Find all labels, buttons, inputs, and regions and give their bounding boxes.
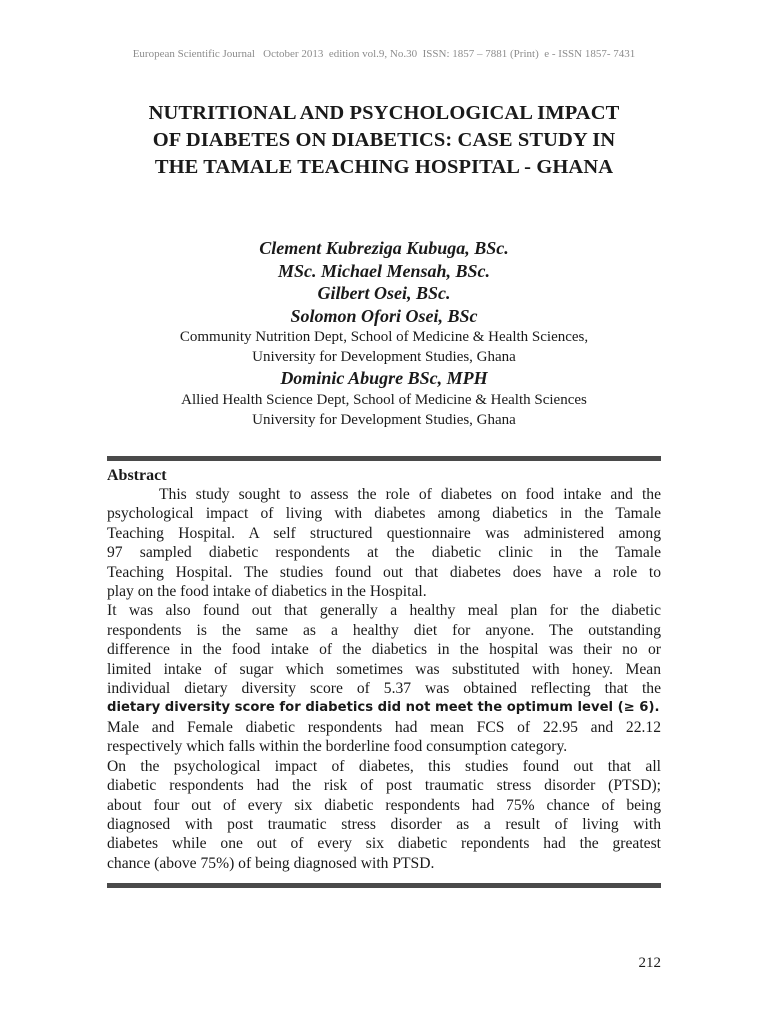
- abstract-line: about four out of every six diabetic respondents had 75% chance of being: [107, 796, 661, 814]
- page-number: 212: [638, 955, 661, 971]
- abstract-line: 97 sampled diabetic respondents at the diabetic clinic in the Tamale: [107, 544, 661, 562]
- abstract-line: respondents is the same as a healthy diet for anyone. The outstanding: [107, 621, 661, 639]
- bottom-divider: [107, 883, 661, 888]
- abstract-line: Male and Female diabetic respondents had mean FCS of 22.95 and 22.12: [107, 718, 661, 736]
- abstract-line: Teaching Hospital. The studies found out that diabetes does have a role to: [107, 563, 661, 581]
- affiliation-line: University for Development Studies, Ghana: [252, 349, 516, 365]
- abstract-line: Teaching Hospital. A self structured questionnaire was administered among: [107, 524, 661, 542]
- affiliation-line: Allied Health Science Dept, School of Medicine & Health Sciences: [181, 391, 587, 408]
- abstract-line: chance (above 75%) of being diagnosed with PTSD.: [107, 854, 435, 872]
- abstract-line: This study sought to assess the role of diabetes on food intake and the: [159, 486, 661, 503]
- abstract-line: It was also found out that generally a healthy meal plan for the diabetic: [107, 602, 661, 620]
- journal-header: European Scientific Journal October 2013 edition vol.9, No.30 ISSN: 1857 – 7881 (Print) e - ISSN 1857- 7431: [132, 48, 636, 60]
- abstract-bold-line: dietary diversity score for diabetics did not meet the optimum level (≥ 6).: [107, 700, 660, 716]
- author-name: Clement Kubreziga Kubuga, BSc.: [259, 238, 509, 258]
- author-name: Gilbert Osei, BSc.: [317, 283, 451, 303]
- paper-title: [70, 100, 698, 181]
- author-name: Dominic Abugre BSc, MPH: [280, 368, 488, 388]
- abstract-line: play on the food intake of diabetics in the Hospital.: [107, 583, 427, 601]
- abstract-line: diagnosed with post traumatic stress disorder as a result of living with: [107, 815, 661, 833]
- abstract-line: limited intake of sugar which sometimes was substituted with honey. Mean: [107, 660, 661, 678]
- title-line: NUTRITIONAL AND PSYCHOLOGICAL IMPACT: [148, 102, 620, 124]
- abstract-line: psychological impact of living with diabetes among diabetics in the Tamale: [107, 505, 661, 523]
- affiliation-line: Community Nutrition Dept, School of Medicine & Health Sciences,: [179, 329, 589, 345]
- abstract-line: difference in the food intake of the diabetics in the hospital was their no or: [107, 641, 661, 659]
- author-name: MSc. Michael Mensah, BSc.: [277, 260, 491, 281]
- author-name: Solomon Ofori Osei, BSc: [290, 305, 478, 326]
- title-line: THE TAMALE TEACHING HOSPITAL - GHANA: [154, 156, 614, 178]
- abstract-line: individual dietary diversity score of 5.37 was obtained reflecting that the: [107, 680, 661, 698]
- abstract-heading: Abstract: [107, 467, 167, 484]
- affiliation-line: University for Development Studies, Ghana: [252, 411, 516, 428]
- abstract-line: On the psychological impact of diabetes, this studies found out that all: [107, 757, 661, 775]
- abstract-line: diabetes while one out of every six diabetic repondents had the greatest: [107, 835, 661, 853]
- abstract-line: diabetic respondents had the risk of post traumatic stress disorder (PTSD);: [107, 777, 661, 795]
- abstract-body: [107, 485, 661, 873]
- title-line: OF DIABETES ON DIABETICS: CASE STUDY IN: [152, 129, 616, 151]
- abstract-line: respectively which falls within the borderline food consumption category.: [107, 738, 568, 756]
- author-block: [0, 237, 768, 430]
- top-divider: [107, 456, 661, 461]
